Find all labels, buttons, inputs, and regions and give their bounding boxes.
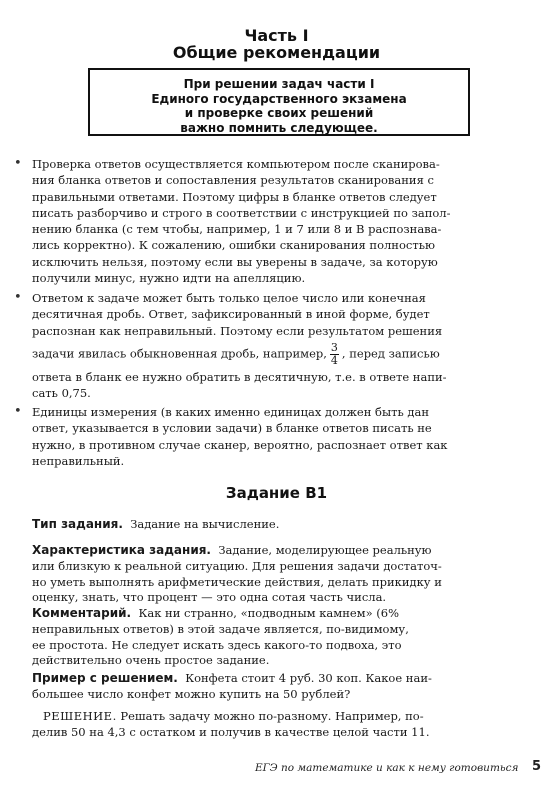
- bullet-marker: •: [14, 404, 22, 419]
- bullet-paragraph-answer-format: [32, 290, 527, 401]
- bullet-paragraph-scanning: [32, 156, 527, 286]
- task-example-section: [32, 671, 527, 703]
- running-footer: ЕГЭ по математике и как к нему готовиться: [255, 762, 519, 774]
- text-line: нению бланка (с тем чтобы, например, 1 и 7 или 8 и В распознава-: [32, 222, 442, 237]
- fraction-denominator: 4: [330, 353, 338, 367]
- text-line: исключить нельзя, поэтому если вы уверены в задаче, за которую: [32, 254, 438, 269]
- text-line: ния бланка ответов и сопоставления результатов сканирования с: [32, 173, 434, 188]
- text-line: Проверка ответов осуществляется компьютером после сканирова-: [32, 157, 440, 171]
- text-fragment: задачи явилась обыкновенная дробь, например,: [32, 346, 327, 361]
- text-line: неправильных ответов) в этой задаче является, по-видимому,: [32, 621, 409, 636]
- section-text: Конфета стоит 4 руб. 30 коп. Какое наи-: [185, 671, 432, 685]
- section-label: Характеристика задания.: [32, 543, 211, 557]
- section-label: Пример с решением.: [32, 671, 178, 685]
- text-line: писать разборчиво и строго в соответствии с инструкцией по запол-: [32, 205, 451, 220]
- text-line: большее число конфет можно купить на 50 рублей?: [32, 686, 351, 701]
- task-characteristics-section: [32, 543, 527, 606]
- text-line: [32, 709, 527, 725]
- section-label: Комментарий.: [32, 606, 132, 620]
- text-line: [32, 671, 527, 687]
- solution-keyword: РЕШЕНИЕ.: [42, 709, 117, 723]
- part-title: Часть I: [244, 26, 309, 45]
- important-notice-box: [88, 68, 470, 136]
- task-title: Задание B1: [225, 484, 328, 502]
- part-subtitle: Общие рекомендации: [172, 43, 381, 62]
- text-line: ответ, указывается в условии задачи) в бланке ответов писать не: [32, 421, 432, 436]
- text-line: ответа в бланк ее нужно обратить в десятичную, т.е. в ответе напи-: [32, 369, 447, 384]
- fraction-line: [32, 342, 527, 367]
- fraction: [330, 342, 339, 367]
- text-line: получили минус, нужно идти на апелляцию.: [32, 271, 306, 286]
- section-text: Задание, моделирующее реальную: [218, 543, 432, 557]
- section-label: Тип задания.: [32, 517, 123, 531]
- text-line: лись корректно). К сожалению, ошибки сканирования полностью: [32, 238, 435, 253]
- bullet-paragraph-units: [32, 404, 527, 469]
- section-text: Как ни странно, «подводным камнем» (6%: [138, 606, 400, 620]
- notice-line: При решении задач части I: [183, 77, 375, 91]
- text-line: но уметь выполнять арифметические действия, делать прикидку и: [32, 574, 442, 589]
- text-line: сать 0,75.: [32, 386, 91, 401]
- text-line: Ответом к задаче может быть только целое число или конечная: [32, 291, 426, 305]
- task-type-section: [32, 517, 527, 533]
- page-number: 5: [532, 759, 542, 774]
- text-line: ее простота. Не следует искать здесь какого-то подвоха, это: [32, 637, 402, 652]
- text-line: или близкую к реальной ситуацию. Для решения задачи достаточ-: [32, 558, 442, 573]
- task-comment-section: [32, 606, 527, 669]
- text-line: [32, 517, 527, 533]
- notice-line: и проверке своих решений: [184, 106, 374, 120]
- text-line: неправильный.: [32, 453, 125, 468]
- task-solution-section: [32, 709, 527, 741]
- notice-line: Единого государственного экзамена: [151, 91, 407, 106]
- text-line: делив 50 на 4,3 с остатком и получив в качестве целой части 11.: [32, 724, 430, 739]
- bullet-marker: •: [14, 290, 22, 305]
- text-line: нужно, в противном случае сканер, вероятно, распознает ответ как: [32, 437, 448, 452]
- section-text: Задание на вычисление.: [130, 517, 280, 531]
- notice-line: важно помнить следующее.: [180, 120, 378, 135]
- text-line: оценку, знать, что процент — это одна сотая часть числа.: [32, 590, 387, 605]
- text-line: [32, 543, 527, 559]
- fraction-numerator: 3: [330, 340, 338, 354]
- bullet-marker: •: [14, 156, 22, 171]
- text-line: правильными ответами. Поэтому цифры в бланке ответов следует: [32, 189, 437, 204]
- text-line: [32, 606, 527, 622]
- text-line: распознан как неправильный. Поэтому если результатом решения: [32, 323, 443, 338]
- text-line: десятичная дробь. Ответ, зафиксированный в иной форме, будет: [32, 307, 430, 322]
- section-text: Решать задачу можно по-разному. Например, по-: [120, 709, 424, 723]
- text-line: Единицы измерения (в каких именно единицах должен быть дан: [32, 405, 429, 419]
- text-fragment: , перед записью: [341, 346, 440, 361]
- text-line: действительно очень простое задание.: [32, 653, 270, 668]
